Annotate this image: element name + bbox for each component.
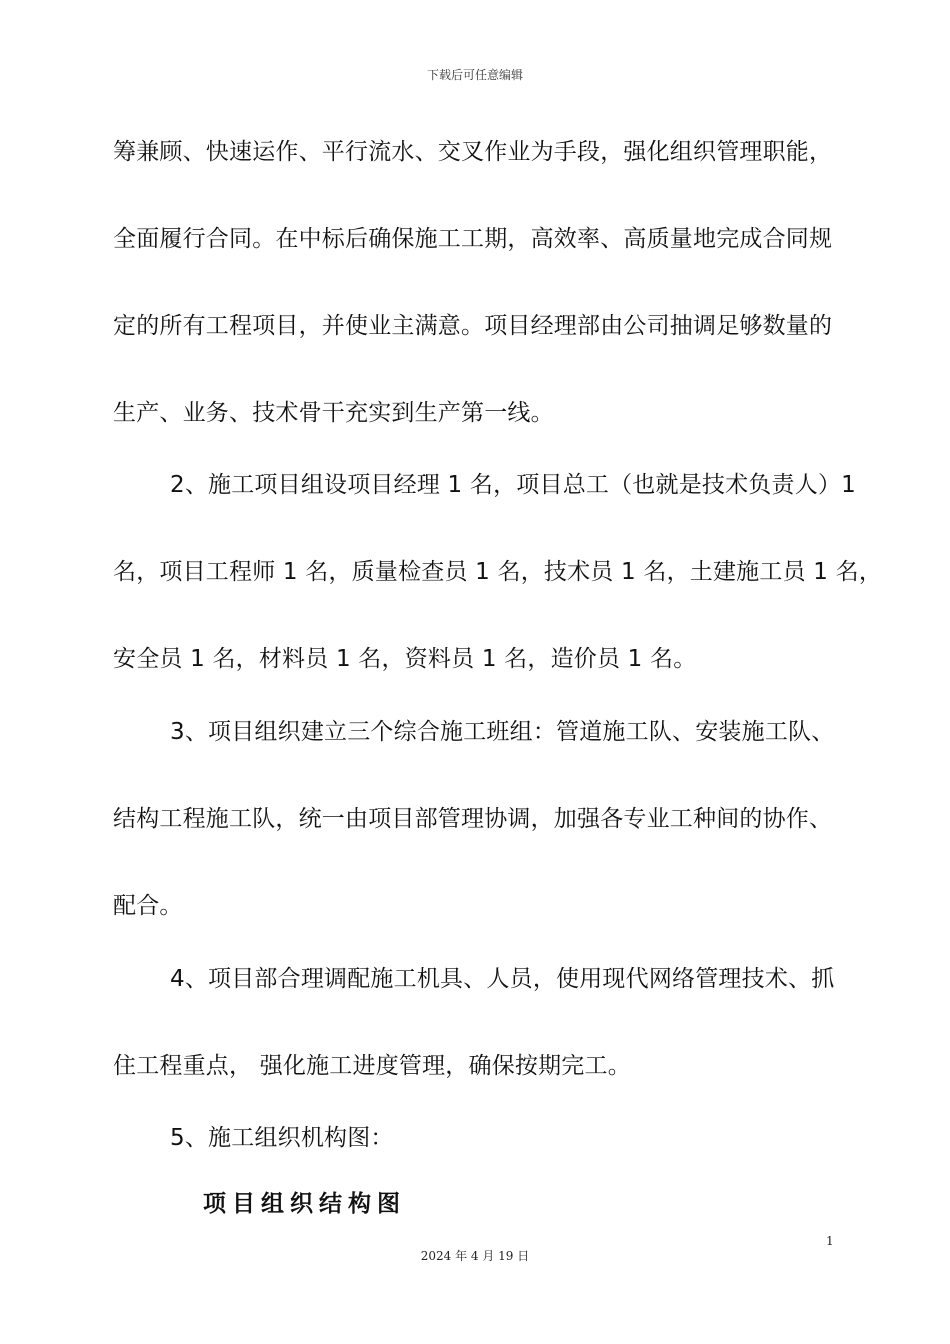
paragraph-line: 5、施工组织机构图： [170, 1125, 394, 1151]
paragraph-line: 定的所有工程项目，并使业主满意。项目经理部由公司抽调足够数量的 [113, 313, 833, 339]
paragraph-line: 3、项目组织建立三个综合施工班组：管道施工队、安装施工队、 [170, 719, 835, 745]
paragraph-line: 安全员 1 名，材料员 1 名，资料员 1 名，造价员 1 名。 [113, 646, 697, 672]
paragraph-line: 生产、业务、技术骨干充实到生产第一线。 [113, 400, 554, 426]
paragraph-line: 2、施工项目组设项目经理 1 名，项目总工（也就是技术负责人）1 [170, 472, 856, 498]
section-title: 项目组织结构图 [203, 1191, 406, 1217]
paragraph-line: 名，项目工程师 1 名，质量检查员 1 名，技术员 1 名，土建施工员 1 名， [113, 559, 883, 585]
page-number: 1 [826, 1234, 834, 1248]
paragraph-line: 配合。 [113, 893, 183, 919]
paragraph-line: 住工程重点， 强化施工进度管理，确保按期完工。 [113, 1053, 631, 1079]
paragraph-line: 结构工程施工队，统一由项目部管理协调，加强各专业工种间的协作、 [113, 806, 833, 832]
footer-date: 2024 年 4 月 19 日 [420, 1249, 530, 1263]
paragraph-line: 筹兼顾、快速运作、平行流水、交叉作业为手段，强化组织管理职能， [113, 139, 833, 165]
paragraph-line: 4、项目部合理调配施工机具、人员，使用现代网络管理技术、抓 [170, 966, 835, 992]
paragraph-line: 全面履行合同。在中标后确保施工工期，高效率、高质量地完成合同规 [113, 226, 833, 252]
page-header: 下载后可任意编辑 [426, 68, 523, 82]
